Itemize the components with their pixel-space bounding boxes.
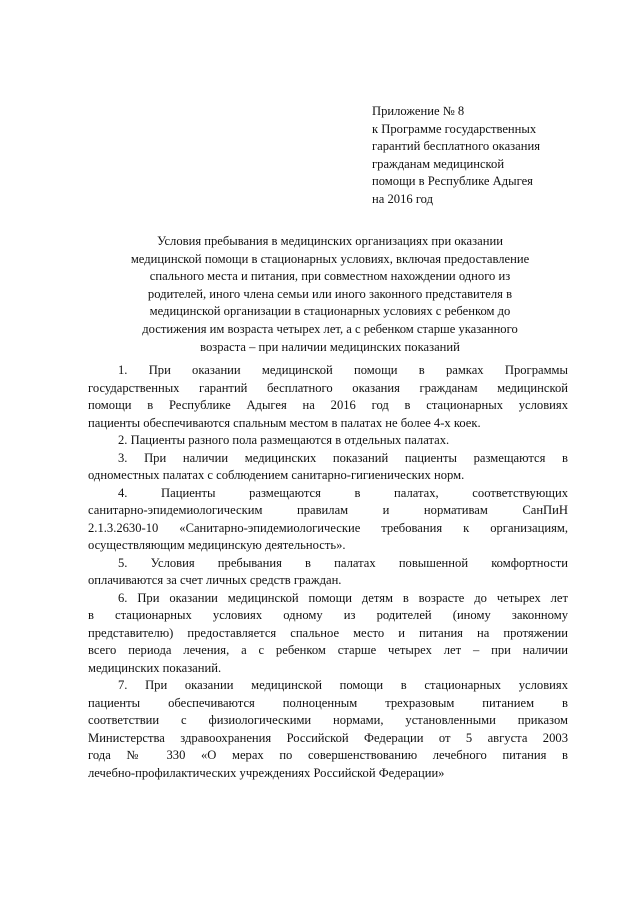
paragraph-line: 3. При наличии медицинских показаний пациенты размещаются в bbox=[118, 450, 568, 465]
appendix-line: на 2016 год bbox=[372, 191, 434, 206]
paragraph-line: пациенты обеспечиваются полноценным трехразовым питанием в bbox=[88, 695, 568, 710]
paragraph-line: соответствии с физиологическими нормами, установленными приказом bbox=[88, 713, 568, 727]
title-line: медицинской организации в стационарных условиях с ребенком до bbox=[149, 304, 511, 319]
paragraph-6 bbox=[88, 590, 568, 678]
title-line: медицинской помощи в стационарных условиях, включая предоставление bbox=[130, 251, 530, 266]
paragraph-line: медицинских показаний. bbox=[88, 660, 222, 675]
paragraph-line: 5. Условия пребывания в палатах повышенной комфортности bbox=[118, 555, 568, 570]
title-line: возраста – при наличии медицинских показаний bbox=[200, 339, 460, 354]
paragraph-line: года № 330 «О мерах по совершенствованию лечебного питания в bbox=[88, 748, 568, 762]
paragraph-line: в стационарных условиях одному из родителей (иному законному bbox=[88, 608, 568, 622]
title-line: родителей, иного члена семьи или иного законного представителя в bbox=[147, 286, 513, 301]
paragraph-line: пациенты обеспечиваются спальным местом в палатах не более 4-х коек. bbox=[88, 415, 481, 430]
paragraph-line: 2.1.3.2630-10 «Санитарно-эпидемиологические требования к организациям, bbox=[88, 520, 568, 535]
paragraph-line: санитарно-эпидемиологическим правилам и нормативам СанПиН bbox=[88, 503, 568, 517]
paragraph-line: 1. При оказании медицинской помощи в рамках Программы bbox=[118, 363, 568, 377]
paragraph-line: 2. Пациенты разного пола размещаются в отдельных палатах. bbox=[118, 433, 450, 447]
paragraph-5 bbox=[88, 555, 568, 590]
appendix-line: Приложение № 8 bbox=[372, 104, 465, 118]
appendix-line: к Программе государственных bbox=[372, 121, 537, 136]
paragraph-line: 7. При оказании медицинской помощи в стационарных условиях bbox=[118, 678, 568, 692]
appendix-line: помощи в Республике Адыгея bbox=[372, 174, 533, 189]
paragraph-1 bbox=[88, 362, 568, 432]
paragraph-line: помощи в Республике Адыгея на 2016 год в стационарных условиях bbox=[88, 398, 568, 412]
document-title bbox=[80, 233, 580, 356]
title-line: Условия пребывания в медицинских организациях при оказании bbox=[157, 234, 503, 248]
paragraph-line: Министерства здравоохранения Российской Федерации от 5 августа 2003 bbox=[88, 730, 568, 745]
title-line: достижения им возраста четырех лет, а с ребенком старше указанного bbox=[142, 321, 518, 336]
paragraph-line: государственных гарантий бесплатного оказания гражданам медицинской bbox=[88, 380, 568, 395]
paragraph-line: представителю) предоставляется спальное место и питания на протяжении bbox=[88, 625, 568, 640]
paragraph-line: 4. Пациенты размещаются в палатах, соответствующих bbox=[118, 485, 568, 500]
appendix-header bbox=[372, 103, 602, 209]
paragraph-line: всего периода лечения, а с ребенком старше четырех лет – при наличии bbox=[88, 643, 568, 657]
paragraph-2 bbox=[88, 432, 568, 450]
paragraph-line: 6. При оказании медицинской помощи детям в возрасте до четырех лет bbox=[118, 590, 568, 605]
paragraph-7 bbox=[88, 677, 568, 782]
appendix-line: гарантий бесплатного оказания bbox=[372, 139, 541, 154]
document-body bbox=[88, 362, 568, 782]
paragraph-line: лечебно-профилактических учреждениях Российской Федерации» bbox=[88, 765, 445, 780]
paragraph-line: оплачиваются за счет личных средств граждан. bbox=[88, 573, 342, 587]
paragraph-4 bbox=[88, 485, 568, 555]
title-line: спального места и питания, при совместном нахождении одного из bbox=[149, 269, 511, 284]
paragraph-line: одноместных палатах с соблюдением санитарно-гигиенических норм. bbox=[88, 468, 465, 482]
paragraph-3 bbox=[88, 450, 568, 485]
appendix-line: гражданам медицинской bbox=[372, 156, 505, 171]
paragraph-line: осуществляющим медицинскую деятельность». bbox=[88, 538, 346, 552]
